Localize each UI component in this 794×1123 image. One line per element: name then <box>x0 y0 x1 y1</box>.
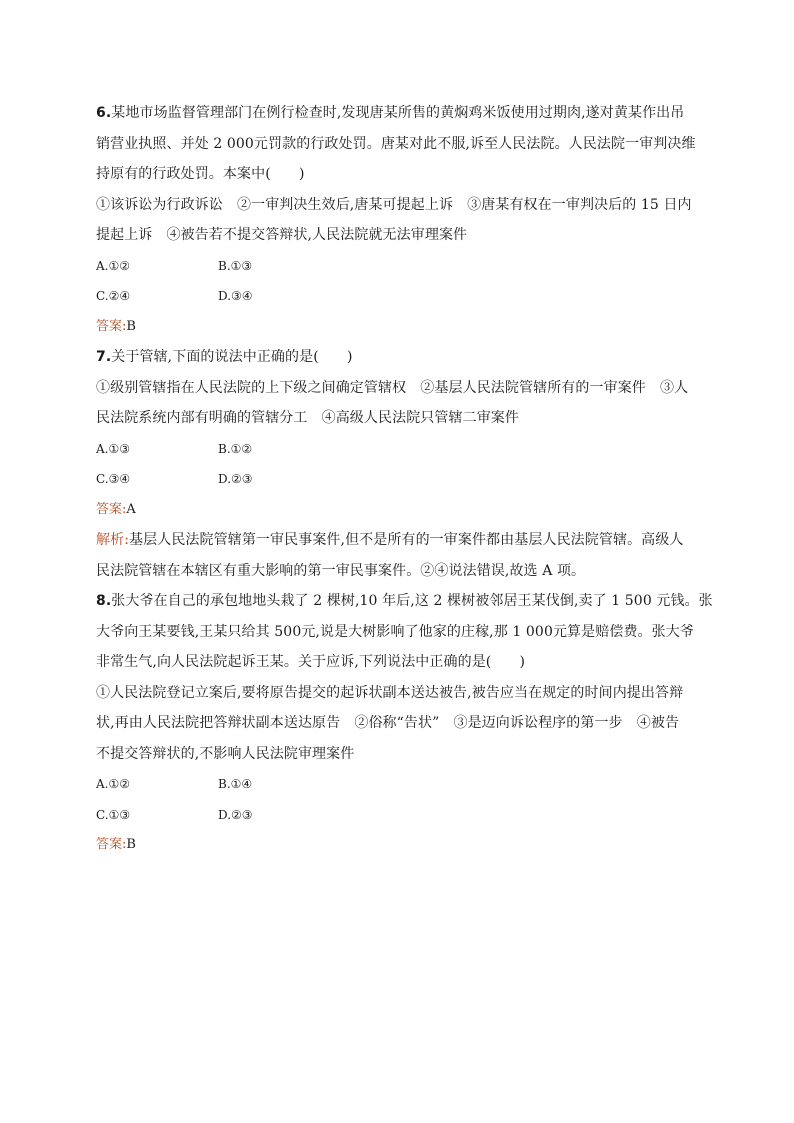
option-b: B.①④ <box>218 777 253 791</box>
options-row <box>96 470 700 488</box>
answer-label: 答案: <box>96 837 127 852</box>
answer-label: 答案: <box>96 501 127 517</box>
answer-label: 答案: <box>96 318 127 334</box>
analysis: 解析:基层人民法院管辖第一审民事案件,但不是所有的一审案件都由基层人民法院管辖。高级人 <box>96 532 684 548</box>
answer <box>96 836 700 854</box>
option-a: A.①② <box>96 777 130 791</box>
answer-value: B <box>126 837 136 852</box>
statement-line: ①人民法院登记立案后,要将原告提交的起诉状副本送达被告,被告应当在规定的时间内提出答辩 <box>96 684 684 701</box>
option-a: A.①② <box>96 258 130 273</box>
question-8 <box>96 592 713 854</box>
option-b: B.①② <box>218 441 253 456</box>
option-d: D.②③ <box>218 807 253 822</box>
option-a: A.①③ <box>96 441 130 456</box>
option-c: C.③④ <box>96 472 131 486</box>
options-row <box>96 440 700 458</box>
question-stem-line: 6.某地市场监督管理部门在例行检查时,发现唐某所售的黄焖鸡米饭使用过期肉,遂对黄某作出吊 <box>96 105 685 121</box>
option-d: D.②③ <box>218 472 253 486</box>
options-row <box>96 287 700 305</box>
statement-line: ①该诉讼为行政诉讼 ②一审判决生效后,唐某可提起上诉 ③唐某有权在一审判决后的 15 日内 <box>96 196 692 213</box>
option-c: C.②④ <box>96 289 131 303</box>
question-number: 8. <box>96 593 112 609</box>
options-row <box>96 257 700 275</box>
option-b: B.①③ <box>218 258 253 273</box>
analysis-line: 民法院管辖在本辖区有重大影响的第一审民事案件。②④说法错误,故选 A 项。 <box>96 562 586 579</box>
question-number: 6. <box>96 105 112 121</box>
option-c: C.①③ <box>96 807 131 822</box>
options-row <box>96 775 700 793</box>
question-stem-line: 7.关于管辖,下面的说法中正确的是( ) <box>96 349 353 365</box>
statement-line: 提起上诉 ④被告若不提交答辩状,人民法院就无法审理案件 <box>96 227 468 243</box>
question-6 <box>96 104 700 336</box>
question-stem-line: 持原有的行政处罚。本案中( ) <box>96 166 305 182</box>
answer-value: A <box>126 501 136 517</box>
document-page <box>96 104 713 867</box>
question-stem-line: 大爷向王某要钱,王某只给其 500元,说是大树影响了他家的庄稼,那 1 000元算是赔偿费。张大爷 <box>96 623 694 640</box>
answer <box>96 501 700 519</box>
options-row <box>96 806 700 824</box>
answer <box>96 318 700 336</box>
question-7 <box>96 348 700 580</box>
question-stem-line: 8.张大爷在自己的承包地地头栽了 2 棵树,10 年后,这 2 棵树被邻居王某伐倒,卖了 1 500 元钱。张 <box>96 593 713 609</box>
question-number: 7. <box>96 349 112 365</box>
analysis-label: 解析: <box>96 532 130 548</box>
statement-line: ①级别管辖指在人民法院的上下级之间确定管辖权 ②基层人民法院管辖所有的一审案件 ③人 <box>96 379 689 396</box>
question-stem-line: 销营业执照、并处 2 000元罚款的行政处罚。唐某对此不服,诉至人民法院。人民法院一审判决维 <box>96 135 696 152</box>
question-stem-line: 非常生气,向人民法院起诉王某。关于应诉,下列说法中正确的是( ) <box>96 654 526 670</box>
statement-line: 状,再由人民法院把答辩状副本送达原告 ②俗称“告状” ③是迈向诉讼程序的第一步 ④被告 <box>96 715 680 731</box>
statement-line: 民法院系统内部有明确的管辖分工 ④高级人民法院只管辖二审案件 <box>96 410 519 426</box>
answer-value: B <box>126 318 136 334</box>
option-d: D.③④ <box>218 289 253 303</box>
statement-line: 不提交答辩状的,不影响人民法院审理案件 <box>96 745 355 762</box>
